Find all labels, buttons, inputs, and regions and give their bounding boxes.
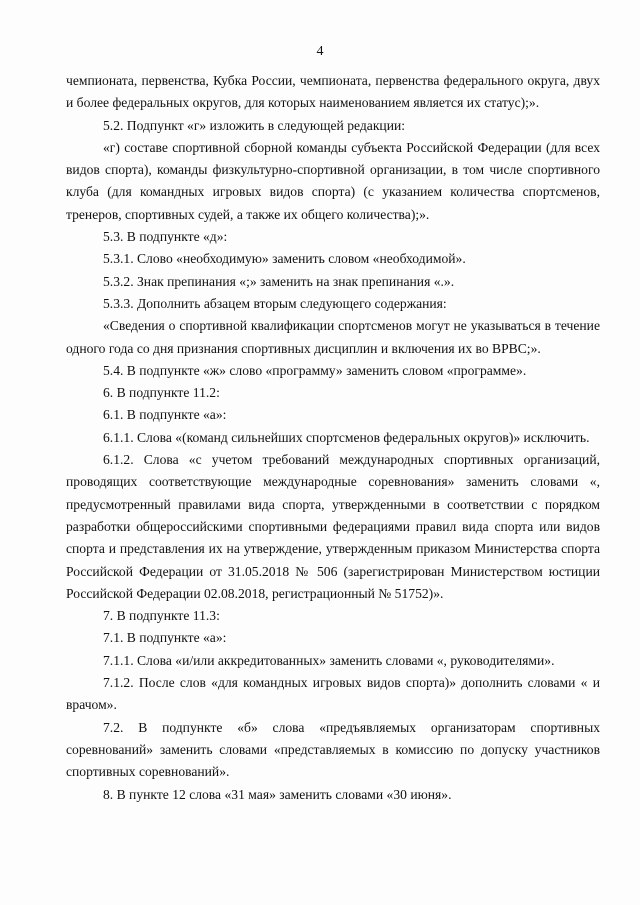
paragraph: 5.3.3. Дополнить абзацем вторым следующего содержания: [103,295,447,311]
paragraph: 7.1.1. Слова «и/или аккредитованных» заменить словами «, руководителями». [103,652,555,668]
paragraph: 5.4. В подпункте «ж» слово «программу» заменить словом «программе». [103,362,527,378]
paragraph: 6.1.2. Слова «с учетом требований международных спортивных организаций, проводящих соответствующие международные соревнования» заменить словами «, предусмотренный правилами вида спорта, утвержденными в соответствии с порядком разработки общероссийскими спортивными федерациями правил вида спорта или видов спорта и представления их на утверждение, утвержденным приказом Министерства спорта Российской Федерации от 31.05.2018 № 506 (зарегистрирован Министерством юстиции Российской Федерации 02.08.2018, регистрационный № 51752)». [66,452,600,601]
paragraph: чемпионата, первенства, Кубка России, чемпионата, первенства федерального округа, двух и более федеральных округов, для которых наименованием является их статус);». [66,73,600,111]
document-body [66,70,600,806]
paragraph: «Сведения о спортивной квалификации спортсменов могут не указываться в течение одного года со дня признания спортивных дисциплин и включения их во ВРВС;». [66,318,600,356]
paragraph: 7.1.2. После слов «для командных игровых видов спорта)» дополнить словами « и врачом». [66,675,600,713]
paragraph: 5.2. Подпункт «г» изложить в следующей редакции: [103,117,406,133]
paragraph: 6.1.1. Слова «(команд сильнейших спортсменов федеральных округов)» исключить. [103,429,590,445]
paragraph: 5.3.1. Слово «необходимую» заменить словом «необходимой». [103,251,466,267]
paragraph: 5.3.2. Знак препинания «;» заменить на знак препинания «.». [103,273,455,289]
paragraph: 8. В пункте 12 слова «31 мая» заменить словами «30 июня». [103,786,452,802]
paragraph: 7.1. В подпункте «а»: [103,630,227,646]
page-number: 4 [316,44,324,59]
paragraph: 5.3. В подпункте «д»: [103,229,228,245]
paragraph: 7.2. В подпункте «б» слова «предъявляемых организаторам спортивных соревнований» заменить словами «представляемых в комиссию по допуску участников спортивных соревнований». [66,719,600,780]
paragraph: 6. В подпункте 11.2: [103,385,220,401]
paragraph: «г) составе спортивной сборной команды субъекта Российской Федерации (для всех видов спорта), команды физкультурно-спортивной организации, в том числе спортивного клуба (для командных игровых видов спорта) (с указанием количества спортсменов, тренеров, спортивных судей, а также их общего количества);». [66,139,600,222]
paragraph: 7. В подпункте 11.3: [103,608,220,624]
paragraph: 6.1. В подпункте «а»: [103,407,227,423]
